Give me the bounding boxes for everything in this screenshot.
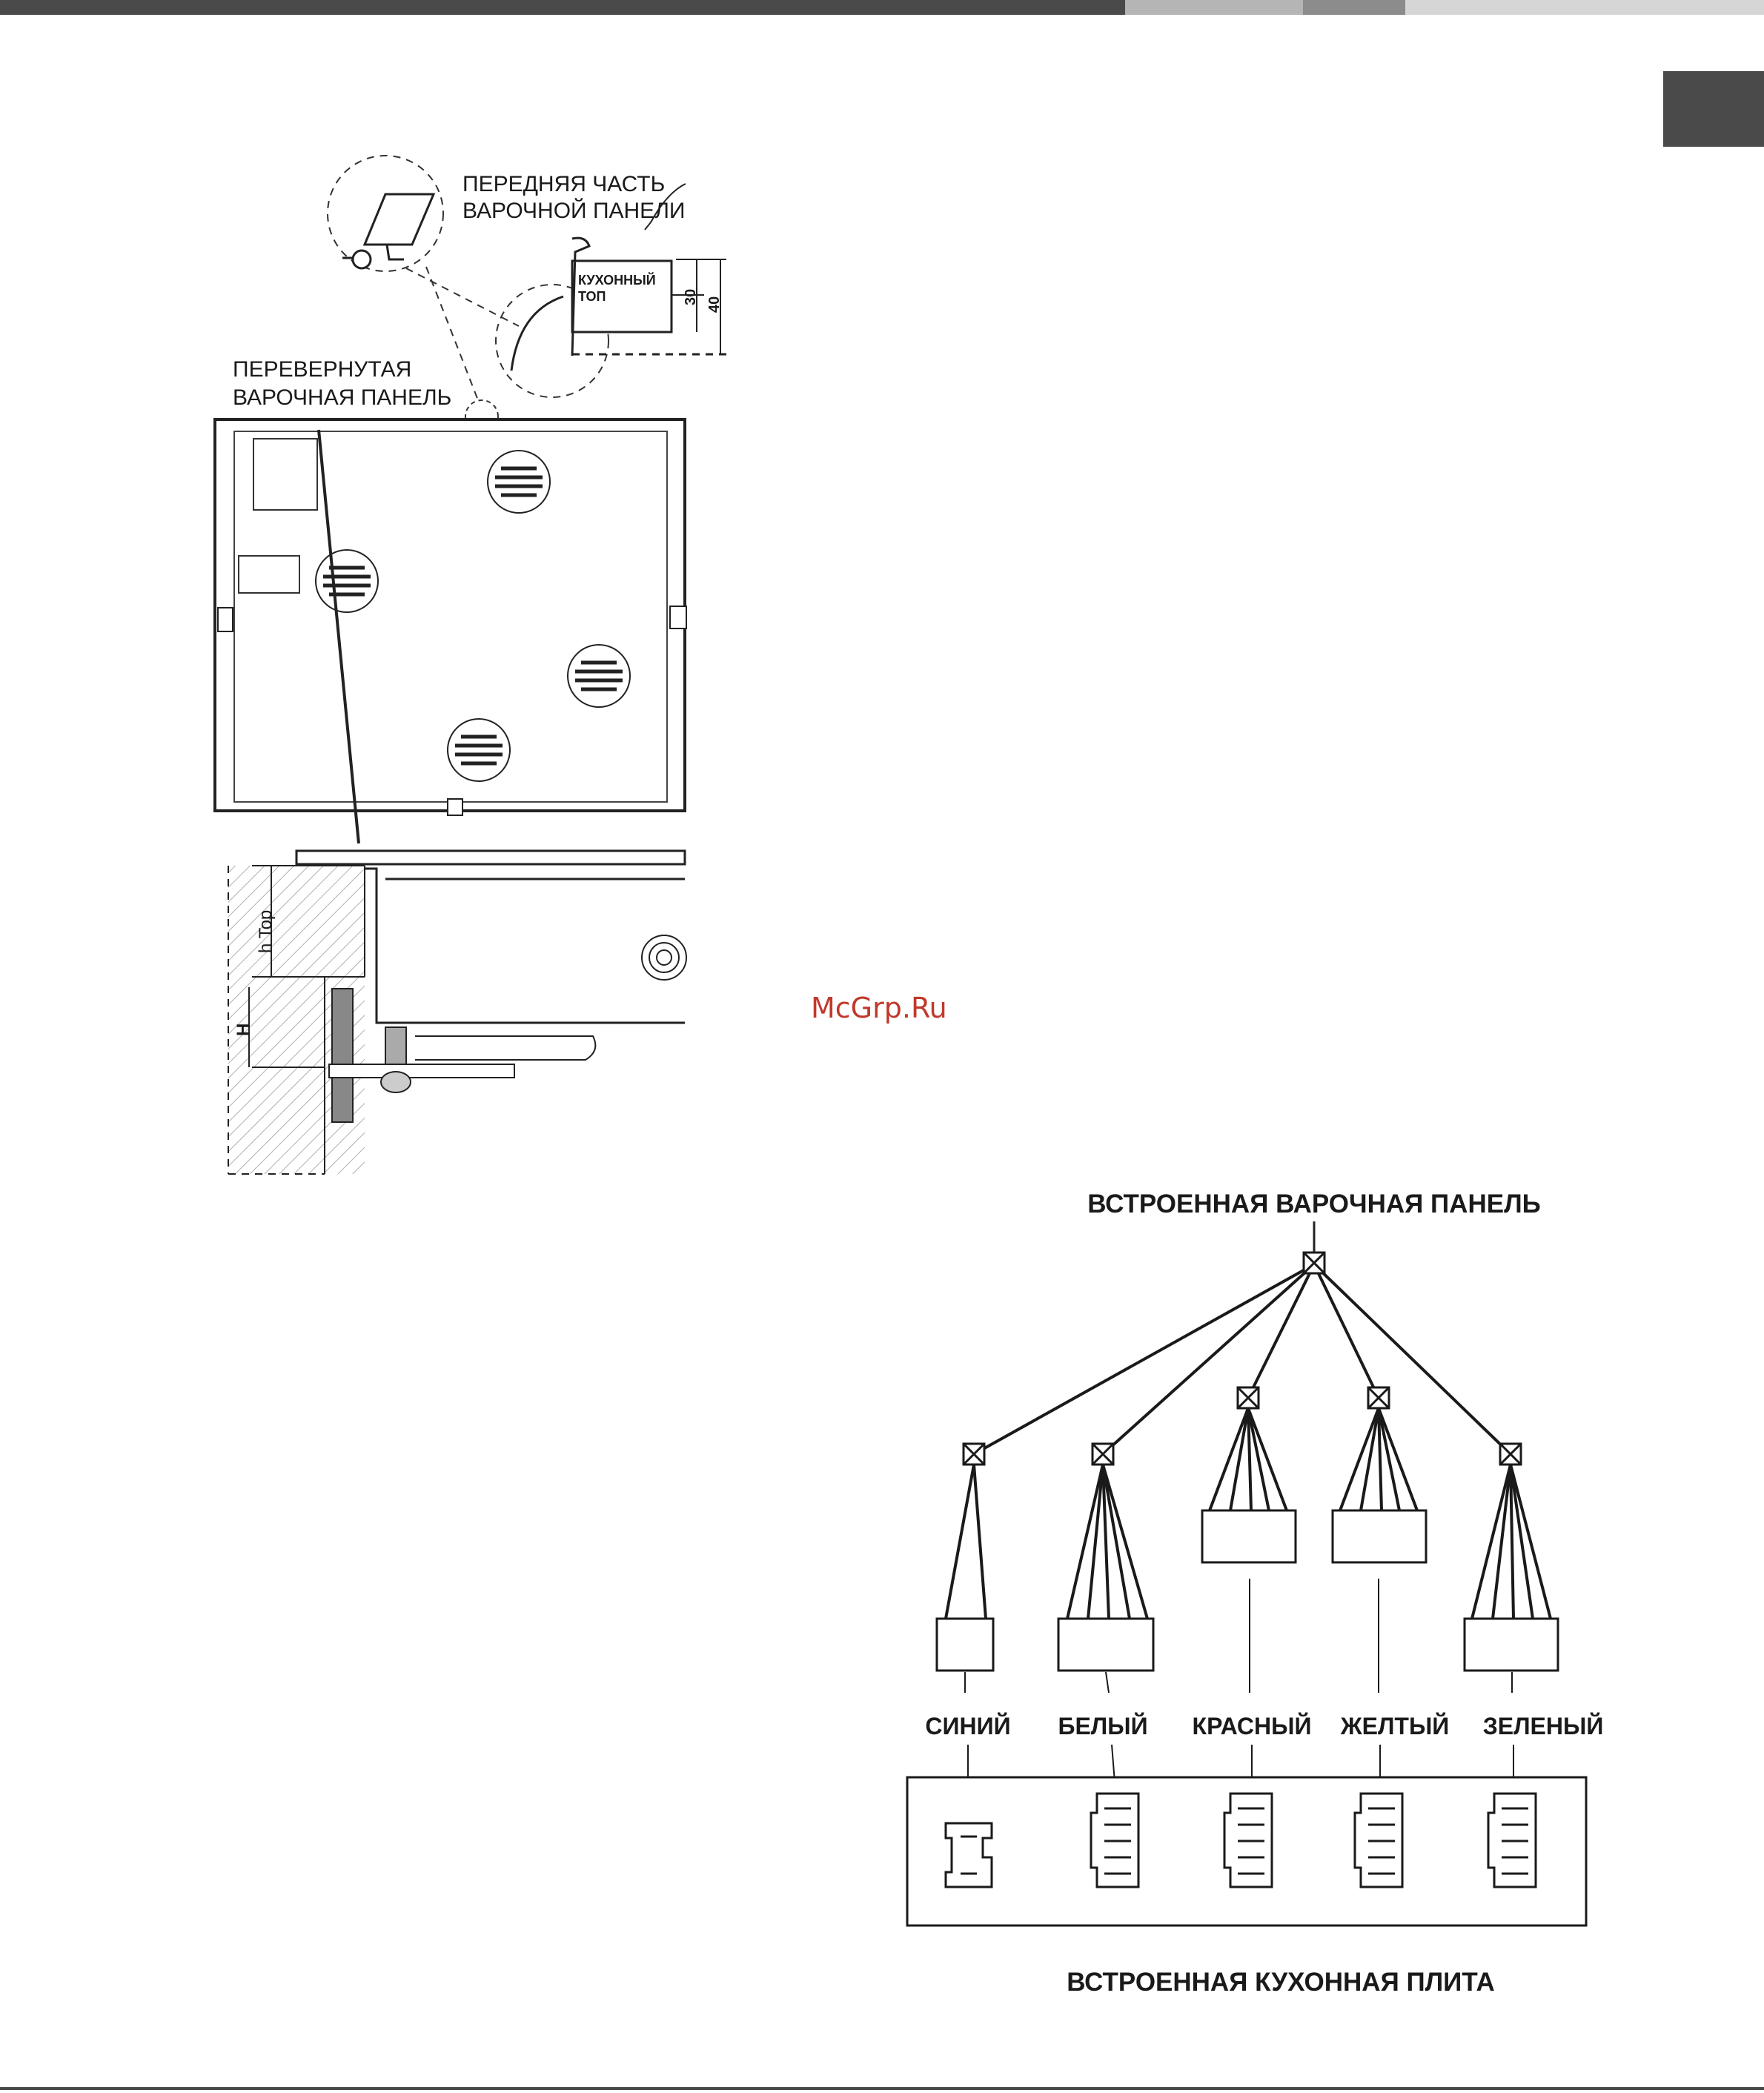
junction-red (1238, 1387, 1259, 1408)
h-label: H (233, 1023, 253, 1036)
h-top-label: h Top (256, 909, 276, 953)
connector-leaders (965, 1579, 1512, 1693)
junction-white (1092, 1444, 1113, 1465)
worktop-label-line1: КУХОННЫЙ (578, 273, 656, 288)
footer-rule (0, 2087, 1764, 2090)
wiring-title-top: ВСТРОЕННАЯ ВАРОЧНАЯ ПАНЕЛЬ (1087, 1190, 1541, 1218)
terminal-block-white (1091, 1794, 1138, 1887)
junction-blue (964, 1444, 984, 1465)
junction-yellow (1368, 1387, 1389, 1408)
wire-label-green: ЗЕЛЕНЫЙ (1482, 1713, 1604, 1739)
terminal-block-red (1224, 1794, 1272, 1887)
hob-connector-green (1465, 1619, 1558, 1671)
terminal-block-green (1488, 1794, 1536, 1887)
hob-connector-red (1202, 1510, 1296, 1562)
front-part-label-line2: ВАРОЧНОЙ ПАНЕЛИ (462, 199, 686, 223)
wire-label-yellow: ЖЕЛТЫЙ (1340, 1713, 1450, 1739)
front-detail-circle (328, 156, 443, 271)
upturned-panel-label-line2: ВАРОЧНАЯ ПАНЕЛЬ (233, 385, 452, 410)
dimension-40: 40 (706, 296, 723, 313)
junction-green (1500, 1444, 1521, 1465)
junction-nodes (964, 1253, 1521, 1465)
hob-connector-blue (937, 1619, 993, 1671)
front-part-label-line1: ПЕРЕДНЯЯ ЧАСТЬ (462, 172, 666, 196)
wiring-title-bottom: ВСТРОЕННАЯ КУХОННАЯ ПЛИТА (1067, 1968, 1495, 1997)
wiring-lines (946, 1264, 1551, 1619)
hob-underside-view (215, 400, 686, 843)
junction-main (1304, 1253, 1324, 1273)
wire-label-white: БЕЛЫЙ (1058, 1713, 1148, 1739)
leader-line (406, 268, 519, 326)
hob-connector-yellow (1333, 1510, 1426, 1562)
upturned-panel-label-line1: ПЕРЕВЕРНУТАЯ (233, 357, 412, 382)
hob-connector-white (1058, 1619, 1153, 1671)
cross-section-view (228, 851, 686, 1174)
wire-label-blue: СИНИЙ (925, 1713, 1011, 1739)
wire-label-red: КРАСНЫЙ (1192, 1713, 1312, 1739)
terminal-block-yellow (1355, 1794, 1402, 1887)
leader-line (426, 267, 478, 400)
worktop-label-line2: ТОП (578, 289, 606, 304)
dimension-30: 30 (683, 288, 699, 305)
hob-connectors (937, 1510, 1558, 1671)
watermark-text: McGrp.Ru (811, 992, 947, 1024)
